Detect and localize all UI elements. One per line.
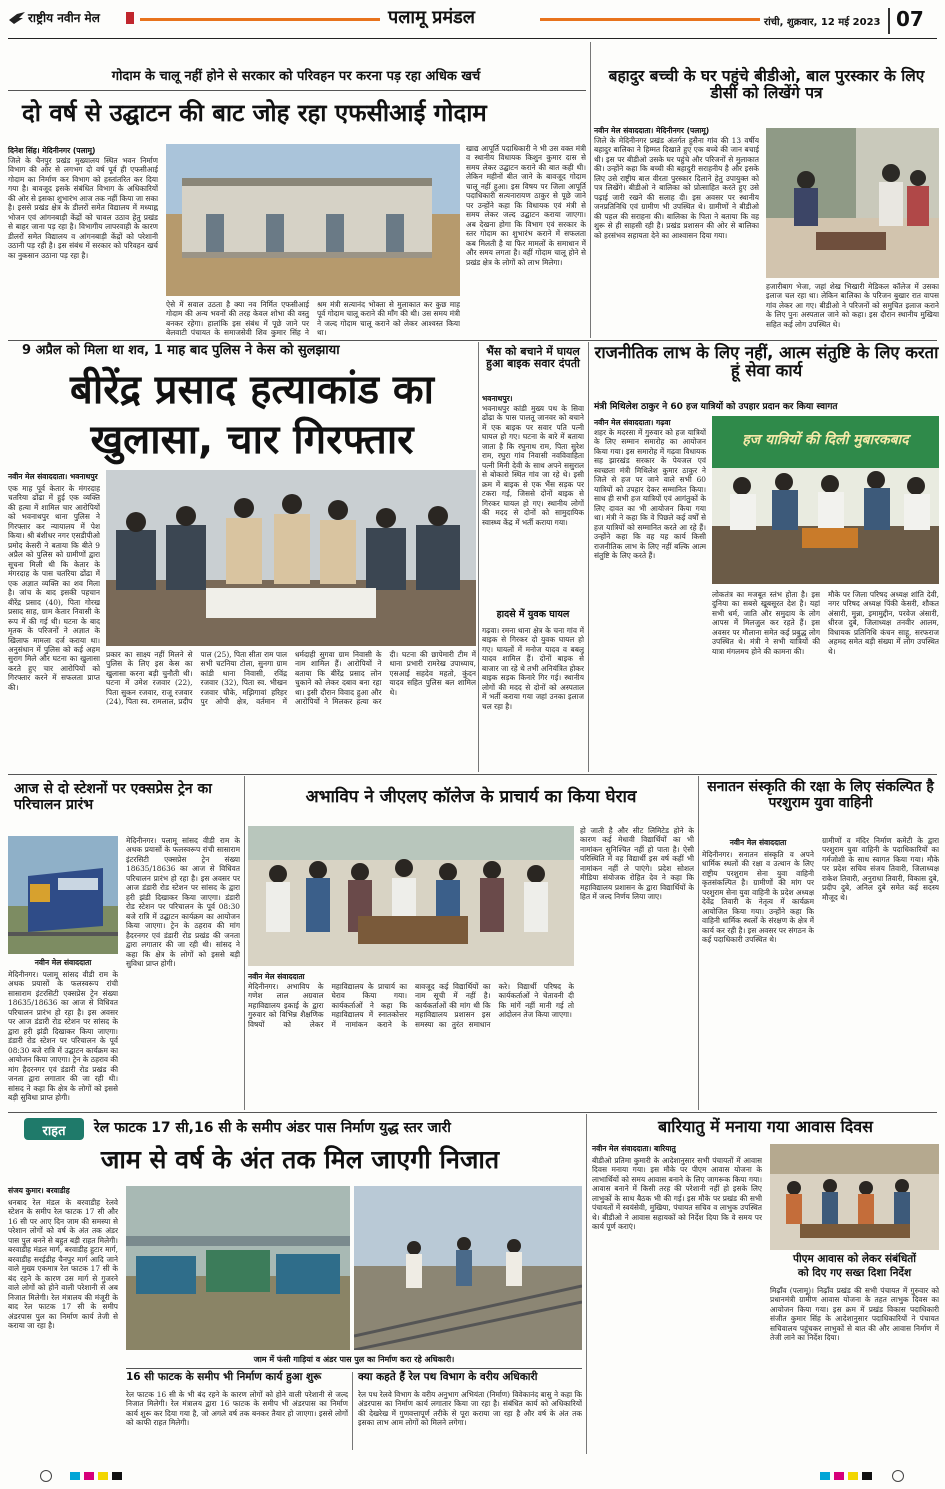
subsection-rule [352, 1372, 353, 1450]
story-byline: नवीन मेल संवाददाता [248, 972, 305, 981]
color-swatch-black [862, 1472, 872, 1480]
story-body-cont: मेदिनीनगर। पलामू सांसद वीडी राम के अथक प्रयासों के फलस्वरूप रांची सासाराम इंटरसिटी एक्सप्रेस ट्रेन संख्या 18635/18636 का आज से विधिवत परिचालन प्रारंभ हो रहा है। इस अवसर पर आज डंडारी रोड स्टेशन पर सांसद के द्वारा हरी झंडी दिखाकर किया जाएगा। डंडारी रोड स्टेशन पर परिचालन के पूर्व 08:30 बजे रात्रि में उद्घाटन कार्यक्रम का आयोजन किया जाएगा। ट्रेन के ठहराव की मांग हैदरनगर एवं डंडारी रोड प्रखंड की जनता द्वारा लगातार की जा रही थी। सांसद ने कहा कि क्षेत्र के लोगों को इससे बड़ी सुविधा प्राप्त होगी। [126, 836, 240, 969]
photo-caption-line-1: पीएम आवास को लेकर संबंधितों [792, 1253, 916, 1265]
story-body-left: जिले के चैनपुर प्रखंड मुख्यालय स्थित भवन निर्माण विभाग की ओर से लगभग दो वर्ष पूर्व ही एफसीआई गोदाम का निर्माण कर विभाग को हस्तांतरित कर दिया गया है। बावजूद इसके संबंधित विभाग के अधिकारियों की ओर से इसका शुभारंभ आज तक नहीं किया जा सका है। इससे प्रखंड क्षेत्र के डीलरों समेत विद्यालय में मध्याह्न भोजन एवं आंगनबाड़ी केंद्रों को चावल उठाव हेतु प्रखंड से बाहर जाना पड़ रहा है। विभागीय लापरवाही के कारण डीलरों समेत विद्यालय व आंगनबाड़ी केंद्रों को परेशानी उठानी पड़ रही है। इस संबंध में सरकार को परिवहन खर्च का नुकसान उठाना पड़ रहा है। [8, 156, 158, 260]
story-byline: नवीन मेल संवाददाता। भवनाथपुर [8, 472, 98, 481]
photo-caption-line-2: को दिए गए सख्त दिशा निर्देश [797, 1267, 912, 1279]
story-body: जिले के मेदिनीनगर प्रखंड अंतर्गत हुसैना गांव की 13 वर्षीय बहादुर बालिका ने हिम्मत दिखाते हुए एक बच्चे की जान बचाई थी। इस पर बीडीओ उसके घर पहुंचे और परिजनों से मुलाकात की। उन्होंने कहा कि बच्ची की बहादुरी सराहनीय है और इसके लिए उसे राष्ट्रीय बाल वीरता पुरस्कार दिलाने हेतु उपायुक्त को पत्र लिखेंगे। बीडीओ ने बालिका को प्रोत्साहित करते हुए उसे पढ़ाई जारी रखने की सलाह दी। इस अवसर पर स्थानीय जनप्रतिनिधि एवं ग्रामीण भी उपस्थित थे। ग्रामीणों ने बीडीओ की पहल की सराहना की। बालिका के पिता ने बताया कि वह शुरू से ही साहसी रही है। प्रखंड प्रशासन की ओर से बालिका को हरसंभव सहायता देने का आश्वासन दिया गया। [594, 136, 759, 240]
story-byline: नवीन मेल संवाददाता। गढ़वा [594, 418, 671, 427]
story-body-right: खाद्य आपूर्ति पदाधिकारी ने भी उस वक्त मंत्री व स्थानीय विधायक किशुन कुमार दास से समय लेकर उद्घाटन कराने की बात कही थी। लेकिन महीनों बीत जाने के बावजूद गोदाम चालू नहीं हुआ। इस विषय पर जिला आपूर्ति पदाधिकारी सत्यनारायण ठाकुर से पूछे जाने पर उन्होंने कहा कि विधायक एवं मंत्री से समय लेकर जल्द उद्घाटन कराया जाएगा। अब देखना होगा कि विभाग एवं सरकार के स्तर गोदाम का शुभारंभ कराने में सफलता कब मिलती है या फिर मामलों के समाधान में और समय लगता है। वहीं गोदाम चालू होने से प्रखंड क्षेत्र के लोगों को लाभ मिलेगा। [466, 144, 586, 267]
story-headline: अभाविप ने जीएलए कॉलेज के प्राचार्य का किया घेराव [305, 787, 637, 807]
abvp-photo [248, 826, 574, 966]
story-underpass [8, 1114, 582, 1454]
story-awas [592, 1114, 939, 1454]
column-rule-mid-1 [478, 342, 479, 772]
story-body-2: लोकतंत्र का मजबूत स्तंभ होता है। इस दुनिया का सबसे खूबसूरत देश है। यहां सभी धर्म, जाति और समुदाय के लोग आपस में मिलजुल कर रहते हैं। इस अवसर पर मौलाना समेत कई प्रबुद्ध लोग उपस्थित थे। मंत्री ने सभी यात्रियों की यात्रा मंगलमय होने की कामना की। [712, 590, 820, 656]
story-service [594, 342, 939, 772]
story-body: धनबाद रेल मंडल के बरवाडीह रेलवे स्टेशन के समीप रेल फाटक 17 सी और 16 सी पर आए दिन जाम की समस्या से परेशान लोगों को वर्ष के अंत तक अंडर पास पुल बनने से बहुत बड़ी राहत मिलेगी। बरवाडीह मंडल मार्ग, बरवाडीह हुटार मार्ग, बरवाडीह सरईडीह चैनपुर मार्ग आदि जाने वाले मुख्य एकमात्र रेल फाटक 17 सी के बंद रहने के कारण उस मार्ग से गुजरने वाले लोगों को होने वाली परेशानी से अब निजात मिलेगी। रेल मंत्रालय की मंजूरी के बाद रेल फाटक 17 सी के समीप अंडरपास पुल का निर्माण कार्य तेजी से कराया जा रहा है। [8, 1198, 118, 1331]
underpass-construction-photo [354, 1186, 582, 1350]
story-bdo [594, 42, 939, 338]
masthead-bottom-rule [8, 38, 937, 39]
column-rule-mid-2 [588, 342, 589, 772]
story-body-left: एक माह पूर्व केतार के मंगरदाह चतरिया ढोंढा में हुई एक व्यक्ति की हत्या में शामिल चार आरोपियों को भवनाथपुर थाना पुलिस ने गिरफ्तार कर न्यायालय में पेश किया। श्री बंशीधर नगर एसडीपीओ प्रमोद केसरी ने बताया कि बीते 9 अप्रैल को पुलिस को ग्रामीणों द्वारा सूचना मिली थी कि केतार के मंगरदाह के पास चतरिया ढोंढा में एक अज्ञात व्यक्ति का शव मिला है। जांच के बाद इसकी पहचान बीरेंद्र प्रसाद (40), पिता गोरख प्रसाद साह, ग्राम केतार निवासी के रूप में की गई थी। घटना के बाद मृतक के परिजनों ने अज्ञात के खिलाफ मामला दर्ज कराया था। अनुसंधान में पुलिस को कई अहम सुराग मिले और घटना का खुलासा करते हुए चार आरोपियों को गिरफ्तार करने में सफलता प्राप्त की। [8, 484, 100, 692]
story-body-2: हो जाती है और सीट लिमिटेड होने के कारण कई मेधावी विद्यार्थियों का भी नामांकन सुनिश्चित नहीं हो पाता है। ऐसी परिस्थिति में वह विद्यार्थी इस वर्ष कहीं भी नामांकन नहीं ले पाएंगे। प्रदेश सोशल मीडिया संयोजक रोहित देव ने कहा कि महाविद्यालय प्रशासन के द्वारा विद्यार्थियों के हित में जल्द निर्णय लिया जाए। [580, 826, 694, 902]
story-byline: नवीन मेल संवाददाता [34, 958, 92, 967]
bird-logo-icon [8, 10, 26, 24]
story-byline: संजय कुमार। बरवाडीह [8, 1186, 70, 1195]
story-body-2: गढ़वा। रमना थाना क्षेत्र के चना गांव में बाइक से गिरकर दो युवक घायल हो गए। घायलों में मनोज यादव व बबलू यादव शामिल हैं। दोनों बाइक से बाजार जा रहे थे तभी अनियंत्रित होकर बाइक सड़क किनारे गिर गई। स्थानीय लोगों की मदद से दोनों को अस्पताल में भर्ती कराया गया जहां उनका इलाज चल रहा है। [482, 626, 584, 711]
red-mark-icon [126, 12, 134, 24]
story-body-2: मिढ़ाँव (पलामू)। निढ़ाँव प्रखंड की सभी पंचायत में गुरुवार को प्रधानमंत्री ग्रामीण आवास योजना के तहत लाभुक दिवस का आयोजन किया गया। इस क्रम में प्रखंड विकास पदाधिकारी संजीत कुमार सिंह के आदेशानुसार पदाधिकारियों ने पंचायत सचिवालय पहुंचकर लाभुकों से बात की और आवास निर्माण में तेजी लाने का निर्देश दिया। [770, 1286, 939, 1343]
page-number-divider [888, 8, 890, 34]
story-sanatan [702, 776, 939, 1110]
color-swatch-yellow [98, 1472, 108, 1480]
subsection-body-2: रेल पथ रेलवे विभाग के वरीय अनुभाग अभियंता (निर्माण) विवेकानंद बासु ने कहा कि अंडरपास का निर्माण कार्य लगातार किया जा रहा है। संबंधित कार्य को अधिकारियों की देखरेख में गुणवत्तापूर्ण तरीके से पूरा कराया जा रहा है और वर्ष के अंत तक इसका लाभ आम लोगों को मिलने लगेगा। [358, 1390, 582, 1428]
police-press-photo [106, 470, 476, 646]
registration-mark-icon [892, 1470, 904, 1482]
page-number: 07 [896, 7, 924, 31]
tag-badge [24, 1118, 84, 1140]
story-byline: नवीन मेल संवाददाता। बारियातु [592, 1144, 676, 1153]
hajj-event-photo [712, 416, 939, 584]
color-swatch-yellow [848, 1472, 858, 1480]
traffic-jam-photo [126, 1186, 350, 1350]
color-swatch-magenta [834, 1472, 844, 1480]
story-body: मेदिनीनगर। सनातन संस्कृति व अपने धार्मिक स्थलों की रक्षा व उत्थान के लिए राष्ट्रीय परशुराम सेना युवा वाहिनी कृतसंकल्पित है। ग्रामीणों की मांग पर परशुराम सेना युवा वाहिनी के प्रदेश अध्यक्ष देवेंद्र तिवारी के नेतृत्व में कार्यक्रम आयोजित किया गया। उन्होंने कहा कि वाहिनी धार्मिक स्थलों के संरक्षण के क्षेत्र में कार्य कर रही है। इस अवसर पर संगठन के कई पदाधिकारी उपस्थित थे। [702, 850, 814, 945]
masthead-orange-rule [140, 18, 380, 21]
column-rule-bottom-2 [698, 776, 699, 1110]
story-headline: राजनीतिक लाभ के लिए नहीं, आत्म संतुष्टि के लिए करता हूं सेवा कार्य [594, 343, 939, 381]
photo-caption: जाम में फंसी गाड़ियां व अंडर पास पुल का निर्माण करा रहे अधिकारी। [253, 1355, 455, 1364]
section-rule-2 [8, 774, 937, 775]
story-byline: दिनेश सिंह। मेदिनीनगर (पलामू) [8, 146, 96, 155]
section-rule-1 [8, 340, 937, 341]
story-headline: दो वर्ष से उद्घाटन की बाट जोह रहा एफसीआई गोदाम [22, 99, 487, 127]
subsection-headline-2: क्या कहते हैं रेल पथ विभाग के वरीय अधिकारी [358, 1371, 538, 1383]
story-murder [8, 342, 476, 772]
story-body-2: ग्रामीणों व मंदिर निर्माण कमेटी के द्वारा परशुराम युवा वाहिनी के पदाधिकारियों का गर्मजोशी के साथ स्वागत किया गया। मौके पर प्रदेश सचिव संजय तिवारी, जिलाध्यक्ष राकेश तिवारी, अनुराधा तिवारी, विकास दुबे, प्रदीप दुबे, अनिल दुबे समेत कई सदस्य मौजूद थे। [822, 836, 939, 902]
color-swatch-cyan [70, 1472, 80, 1480]
story-kicker: 9 अप्रैल को मिला था शव, 1 माह बाद पुलिस ने केस को सुलझाया [22, 343, 340, 358]
section-title: पलामू प्रमंडल [388, 7, 475, 28]
tag-label: राहत [42, 1124, 66, 1139]
registration-mark-icon [40, 1470, 52, 1482]
masthead [0, 0, 945, 40]
story-abvp [248, 776, 694, 1110]
column-rule-bottom-1 [244, 776, 245, 1110]
awas-meeting-photo [770, 1144, 939, 1250]
story-byline: नवीन मेल संवाददाता [729, 838, 787, 847]
story-body: शहर के मदरसा में गुरुवार को हज यात्रियों के लिए सम्मान समारोह का आयोजन किया गया। इस समारोह में गढ़वा विधायक सह झारखंड सरकार के पेयजल एवं स्वच्छता मंत्री मिथिलेश कुमार ठाकुर ने जिले से हज पर जाने वाले सभी 60 यात्रियों को उपहार देकर सम्मानित किया। साथ ही सभी हज यात्रियों एवं आगंतुकों के लिए दावत का भी आयोजन किया गया था। मंत्री ने कहा कि वे पिछले कई वर्षों से हज यात्रियों को सम्मानित करते आ रहे हैं। उन्होंने कहा कि वह यह कार्य किसी राजनीतिक लाभ के लिए नहीं बल्कि आत्म संतुष्टि के लिए करते हैं। [594, 428, 706, 561]
story-subhead: मंत्री मिथिलेश ठाकुर ने 60 हज यात्रियों को उपहार प्रदान कर किया स्वागत [594, 402, 838, 412]
color-swatch-magenta [84, 1472, 94, 1480]
story-body-right: प्रकार का साक्ष्य नहीं मिलने से पुलिस के लिए इस केस का खुलासा करना बड़ी चुनौती थी। घटना में उमेश रजवार (22), पिता सुकन रजवार, राजू रजवार (24), पिता स्व. रामलाल, प्रदीप पाल (25), पिता सीता राम पाल सभी चटनिया टोला, सुनगा ग्राम कांडी थाना निवासी, रविंद्र रजवार (32), पिता स्व. भीखन रजवार चौके, मझिगावां हरिहर पुर ओपी क्षेत्र, वर्तमान में धर्मदाही सुगवा ग्राम निवासी के नाम शामिल हैं। आरोपियों ने बताया कि बीरेंद्र प्रसाद लोन चुकाने को लेकर दबाव बना रहा था। इसी दौरान विवाद हुआ और आरोपियों ने मिलकर हत्या कर दी। घटना की छापेमारी टीम में थाना प्रभारी रामरेख उपाध्याय, एसआई सहदेव महतो, कुंदन यादव सहित पुलिस बल शामिल थे। [106, 650, 476, 707]
kicker-rule [8, 90, 586, 91]
story-body: बीडीओ प्रतिमा कुमारी के आदेशानुसार सभी पंचायतों में आवास दिवस मनाया गया। इस मौके पर पीएम आवास योजना के लाभार्थियों को समय आवास बनाने के लिए जागरूक किया गया। आवास बनाने में किसी तरह की परेशानी नहीं हो इसके लिए लाभुकों के साथ बैठक भी की गई। इस मौके पर प्रखंड की सभी पंचायतों में स्वयंसेवी, मुखिया, पंचायत सचिव व लाभुक उपस्थित थे। बीडीओ ने आवास सहायकों को निर्देश दिया कि वे समय पर कार्य पूर्ण कराएं। [592, 1156, 762, 1232]
caption-rule [126, 1368, 582, 1369]
story-byline: नवीन मेल संवाददाता। मेदिनीनगर (पलामू) [594, 126, 710, 135]
story-headline-2: हादसे में युवक घायल [496, 609, 570, 620]
banner-text: हज यात्रियों की दिली मुबारकबाद [742, 432, 909, 448]
story-headline: जाम से वर्ष के अंत तक मिल जाएगी निजात [100, 1145, 500, 1174]
story-headline: बारियातु में मनाया गया आवास दिवस [658, 1117, 873, 1136]
story-train [8, 776, 240, 1110]
story-accident [482, 342, 584, 772]
column-rule-top [590, 42, 591, 338]
section-rule-3 [8, 1112, 937, 1113]
story-headline: बहादुर बच्ची के घर पहुंचे बीडीओ, बाल पुरस्कार के लिए डीसी को लिखेंगे पत्र [608, 67, 925, 103]
subsection-headline-1: 16 सी फाटक के समीप भी निर्माण कार्य हुआ शुरू [126, 1371, 322, 1383]
headline-line-2: खुलासा, चार गिरफ्तार [90, 417, 414, 463]
color-swatch-black [112, 1472, 122, 1480]
story-body: मेदिनीनगर। पलामू सांसद वीडी राम के अथक प्रयासों के फलस्वरूप रांची सासाराम इंटरसिटी एक्सप्रेस ट्रेन संख्या 18635/18636 का आज से विधिवत परिचालन प्रारंभ हो रहा है। इस अवसर पर आज डंडारी रोड स्टेशन पर सांसद के द्वारा हरी झंडी दिखाकर किया जाएगा। डंडारी रोड स्टेशन पर परिचालन के पूर्व 08:30 बजे रात्रि में उद्घाटन कार्यक्रम का आयोजन किया जाएगा। ट्रेन के ठहराव की मांग हैदरनगर एवं डंडारी रोड प्रखंड की जनता द्वारा लगातार की जा रही थी। सांसद ने कहा कि क्षेत्र के लोगों को इससे बड़ी सुविधा प्राप्त होगी। [8, 970, 118, 1103]
story-fci [8, 42, 586, 340]
column-rule-bottom-3 [586, 1114, 587, 1454]
train-photo [8, 836, 118, 954]
masthead-orange-rule-right [540, 18, 760, 21]
fci-godown-photo [166, 144, 460, 296]
registration-strip [0, 1466, 945, 1489]
story-byline: भवनाथपुर। [482, 394, 513, 403]
story-kicker: रेल फाटक 17 सी,16 सी के समीप अंडर पास निर्माण युद्ध स्तर जारी [94, 1120, 451, 1136]
story-body-2: हजारीबाग भेजा, जहां शेख भिखारी मेडिकल कॉलेज में उसका इलाज चल रहा था। लेकिन बालिका के परिजन बुखार रात वापस गांव लेकर आ गए। बीडीओ ने परिजनों को समुचित इलाज कराने के लिए पुनः अस्पताल जाने को कहा। इस दौरान स्थानीय मुखिया सहित कई लोग उपस्थित थे। [766, 282, 939, 329]
bdo-visit-photo [766, 128, 939, 278]
color-swatch-cyan [820, 1472, 830, 1480]
story-body: मेदिनीनगर। अभाविप के गणेश लाल अग्रवाल महाविद्यालय इकाई के द्वारा गुरुवार को विभिन्न शैक्षणिक विषयों को लेकर महाविद्यालय के प्राचार्य का घेराव किया गया। कार्यकर्ताओं ने कहा कि महाविद्यालय में स्नातकोत्तर में नामांकन कराने के बावजूद कई विद्यार्थियों का नाम सूची में नहीं है। कार्यकर्ताओं की मांग थी कि महाविद्यालय प्रशासन इस समस्या का तुरंत समाधान करे। विद्यार्थी परिषद के कार्यकर्ताओं ने चेतावनी दी कि मांगें नहीं मानी गई तो आंदोलन तेज किया जाएगा। [248, 982, 574, 1029]
story-body-3: मौके पर जिला परिषद अध्यक्ष शांति देवी, नगर परिषद अध्यक्ष पिंकी केसरी, शौकत अंसारी, मुन्ना, इमामुद्दीन, परवेज अंसारी, धीरज दुबे, जिलाध्यक्ष तनवीर आलम, विधायक प्रतिनिधि कंचन साहू, सरफराज अहमद समेत बड़ी संख्या में लोग उपस्थित थे। [828, 590, 939, 656]
dateline: रांची, शुक्रवार, 12 मई 2023 [764, 17, 881, 28]
headline-line-1: बीरेंद्र प्रसाद हत्याकांड का [70, 367, 434, 413]
subsection-body-1: रेल फाटक 16 सी के भी बंद रहने के कारण लोगों को होने वाली परेशानी से जल्द निजात मिलेगी। रेल मंत्रालय द्वारा 16 फाटक के समीप भी अंडरपास का निर्माण कार्य शुरू कर दिया गया है, जो अगले वर्ष तक बनकर तैयार हो जाएगा। इससे लोगों को काफी राहत मिलेगी। [126, 1390, 348, 1428]
paper-name: राष्ट्रीय नवीन मेल [28, 11, 100, 25]
story-headline: आज से दो स्टेशनों पर एक्सप्रेस ट्रेन का परिचालन प्रारंभ [14, 781, 212, 813]
story-headline: सनातन संस्कृति की रक्षा के लिए संकल्पित है परशुराम युवा वाहिनी [707, 779, 934, 811]
story-headline: भैंस को बचाने में घायल हुआ बाइक सवार दंपती [486, 345, 580, 371]
story-body-mid: ऐसे में सवाल उठता है क्या नव निर्मित एफसीआई गोदाम की अन्य भवनों की तरह केवल शोभा की वस्तु बनकर रहेगा। हालांकि इस संबंध में पूछे जाने पर बेलवाटी पंचायत के समाजसेवी शिव कुमार सिंह ने श्रम मंत्री सत्यानंद भोक्ता से मुलाकात कर कुछ माह पूर्व गोदाम चालू कराने की माँग की थी। उस समय मंत्री ने जल्द गोदाम चालू कराने को लेकर आश्वस्त किया था। [166, 300, 460, 338]
story-body: भवनाथपुर कांडी मुख्य पथ के सिवा ढोंढा के पास पालतू जानवर को बचाने में एक बाइक पर सवार पति पत्नी घायल हो गए। घटना के बारे में बताया जाता है कि रघुनाथ राम, पिता सुरेश राम, रघुरा गांव निवासी नवविवाहिता पत्नी मिनी देवी के साथ अपने ससुराल से बोकारो स्थित गांव जा रहे थे। इसी क्रम में बाइक से एक भैंस सड़क पर टकरा गई, जिससे दोनों बाइक से गिरकर घायल हो गए। स्थानीय लोगों की मदद से दोनों को सामुदायिक स्वास्थ्य केंद्र में भर्ती कराया गया। [482, 404, 584, 527]
story-kicker: गोदाम के चालू नहीं होने से सरकार को परिवहन पर करना पड़ रहा अधिक खर्च [111, 69, 481, 84]
